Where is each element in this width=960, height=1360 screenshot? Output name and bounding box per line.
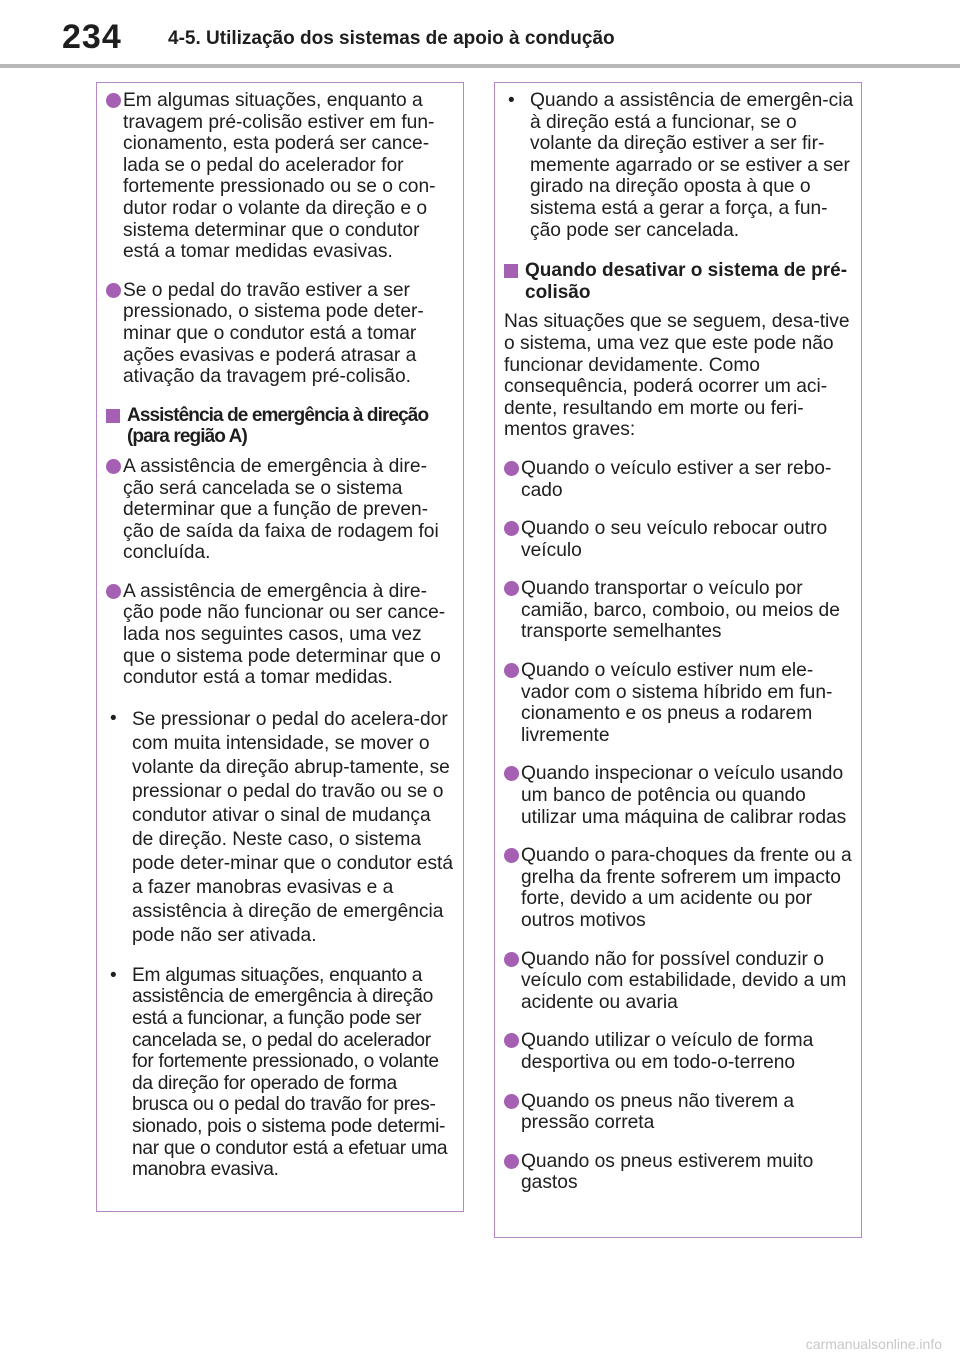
condition-list <box>504 458 855 1194</box>
subsection-heading: Quando desativar o sistema de pré-colisão <box>504 260 855 303</box>
bullet-circle-icon <box>106 584 121 599</box>
dash-marker: • <box>110 964 117 986</box>
bullet-circle-icon <box>504 521 519 536</box>
watermark: carmanualsonline.info <box>805 1336 942 1352</box>
bullet-item: A assistência de emergência à dire-ção pode não funcionar ou ser cance-lada nos seguintes casos, uma vez que o sistema pode determinar que o condutor está a tomar medidas. <box>106 581 455 689</box>
bullet-circle-icon <box>504 848 519 863</box>
bullet-circle-icon <box>504 461 519 476</box>
bullet-item: Em algumas situações, enquanto a travagem pré-colisão estiver em fun-cionamento, esta poderá ser cance-lada se o pedal do acelerador for fortemente pressionado ou se o con-dutor rodar o volante da direção e o sistema determinar que o condutor está a tomar medidas evasivas. <box>106 90 455 263</box>
page-header <box>0 0 960 70</box>
page-number: 234 <box>62 18 122 56</box>
warning-paragraph: Nas situações que se seguem, desa-tive o sistema, uma vez que este pode não funcionar devidamente. Como consequência, poderá ocorrer um aci-dente, resultando em morte ou feri-mentos graves: <box>504 311 850 441</box>
bullet-circle-icon <box>504 1154 519 1169</box>
square-marker-icon <box>106 409 120 423</box>
list-item: Quando transportar o veículo por camião, barco, comboio, ou meios de transporte semelhantes <box>504 578 855 643</box>
section-title: 4-5. Utilização dos sistemas de apoio à condução <box>168 28 615 49</box>
list-item: Quando o veículo estiver a ser rebo-cado <box>504 458 855 501</box>
list-item: Quando o veículo estiver num ele-vador com o sistema híbrido em fun-cionamento e os pneus a rodarem livremente <box>504 660 855 746</box>
bullet-circle-icon <box>106 459 121 474</box>
list-item: Quando o seu veículo rebocar outro veículo <box>504 518 855 561</box>
bullet-item: A assistência de emergência à dire-ção será cancelada se o sistema determinar que a função de preven-ção de saída da faixa de rodagem foi concluída. <box>106 456 455 564</box>
subsection-heading: Assistência de emergência à direção (para região A) <box>106 405 455 448</box>
list-item: Quando inspecionar o veículo usando um banco de potência ou quando utilizar uma máquina de calibrar rodas <box>504 763 855 828</box>
list-item: Quando o para-choques da frente ou a grelha da frente sofrerem um impacto forte, devido a um acidente ou por outros motivos <box>504 845 855 931</box>
bullet-circle-icon <box>504 766 519 781</box>
bullet-circle-icon <box>106 283 121 298</box>
bullet-circle-icon <box>504 663 519 678</box>
dash-item: • Em algumas situações, enquanto a assistência de emergência à direção está a funcionar, a função pode ser cancelada se, o pedal do acelerador for fortemente pressionado, o volante da direção for operado de forma brusca ou o pedal do travão for pres-sionado, pois o sistema pode determi-nar que o condutor está a efetuar uma manobra evasiva. <box>110 964 448 1181</box>
bullet-circle-icon <box>106 93 121 108</box>
list-item: Quando os pneus não tiverem a pressão correta <box>504 1091 855 1134</box>
list-item: Quando os pneus estiverem muito gastos <box>504 1151 855 1194</box>
bullet-circle-icon <box>504 1094 519 1109</box>
left-info-box <box>96 82 464 1212</box>
bullet-circle-icon <box>504 952 519 967</box>
square-marker-icon <box>504 264 518 278</box>
header-rule <box>0 64 960 68</box>
dash-item: • Se pressionar o pedal do acelera-dor com muita intensidade, se mover o volante da direção abrup-tamente, se pressionar o pedal do travão ou se o condutor ativar o sinal de mudança de direção. Neste caso, o sistema pode deter-minar que o condutor está a fazer manobras evasivas e a assistência à direção de emergência pode não ser ativada. <box>110 707 454 946</box>
dash-item: • Quando a assistência de emergên-cia à direção está a funcionar, se o volante da direção estiver a ser fir-memente agarrado or se estiver a ser girado na direção oposta à que o sistema está a gerar a força, a fun-ção pode ser cancelada. <box>508 90 854 241</box>
dash-marker: • <box>110 707 117 729</box>
list-item: Quando utilizar o veículo de forma desportiva ou em todo-o-terreno <box>504 1030 855 1073</box>
right-info-box <box>494 82 862 1238</box>
dash-marker: • <box>508 90 515 111</box>
bullet-circle-icon <box>504 581 519 596</box>
bullet-circle-icon <box>504 1033 519 1048</box>
list-item: Quando não for possível conduzir o veículo com estabilidade, devido a um acidente ou avaria <box>504 949 855 1014</box>
bullet-item: Se o pedal do travão estiver a ser pressionado, o sistema pode deter-minar que o condutor está a tomar ações evasivas e poderá atrasar a ativação da travagem pré-colisão. <box>106 280 455 388</box>
